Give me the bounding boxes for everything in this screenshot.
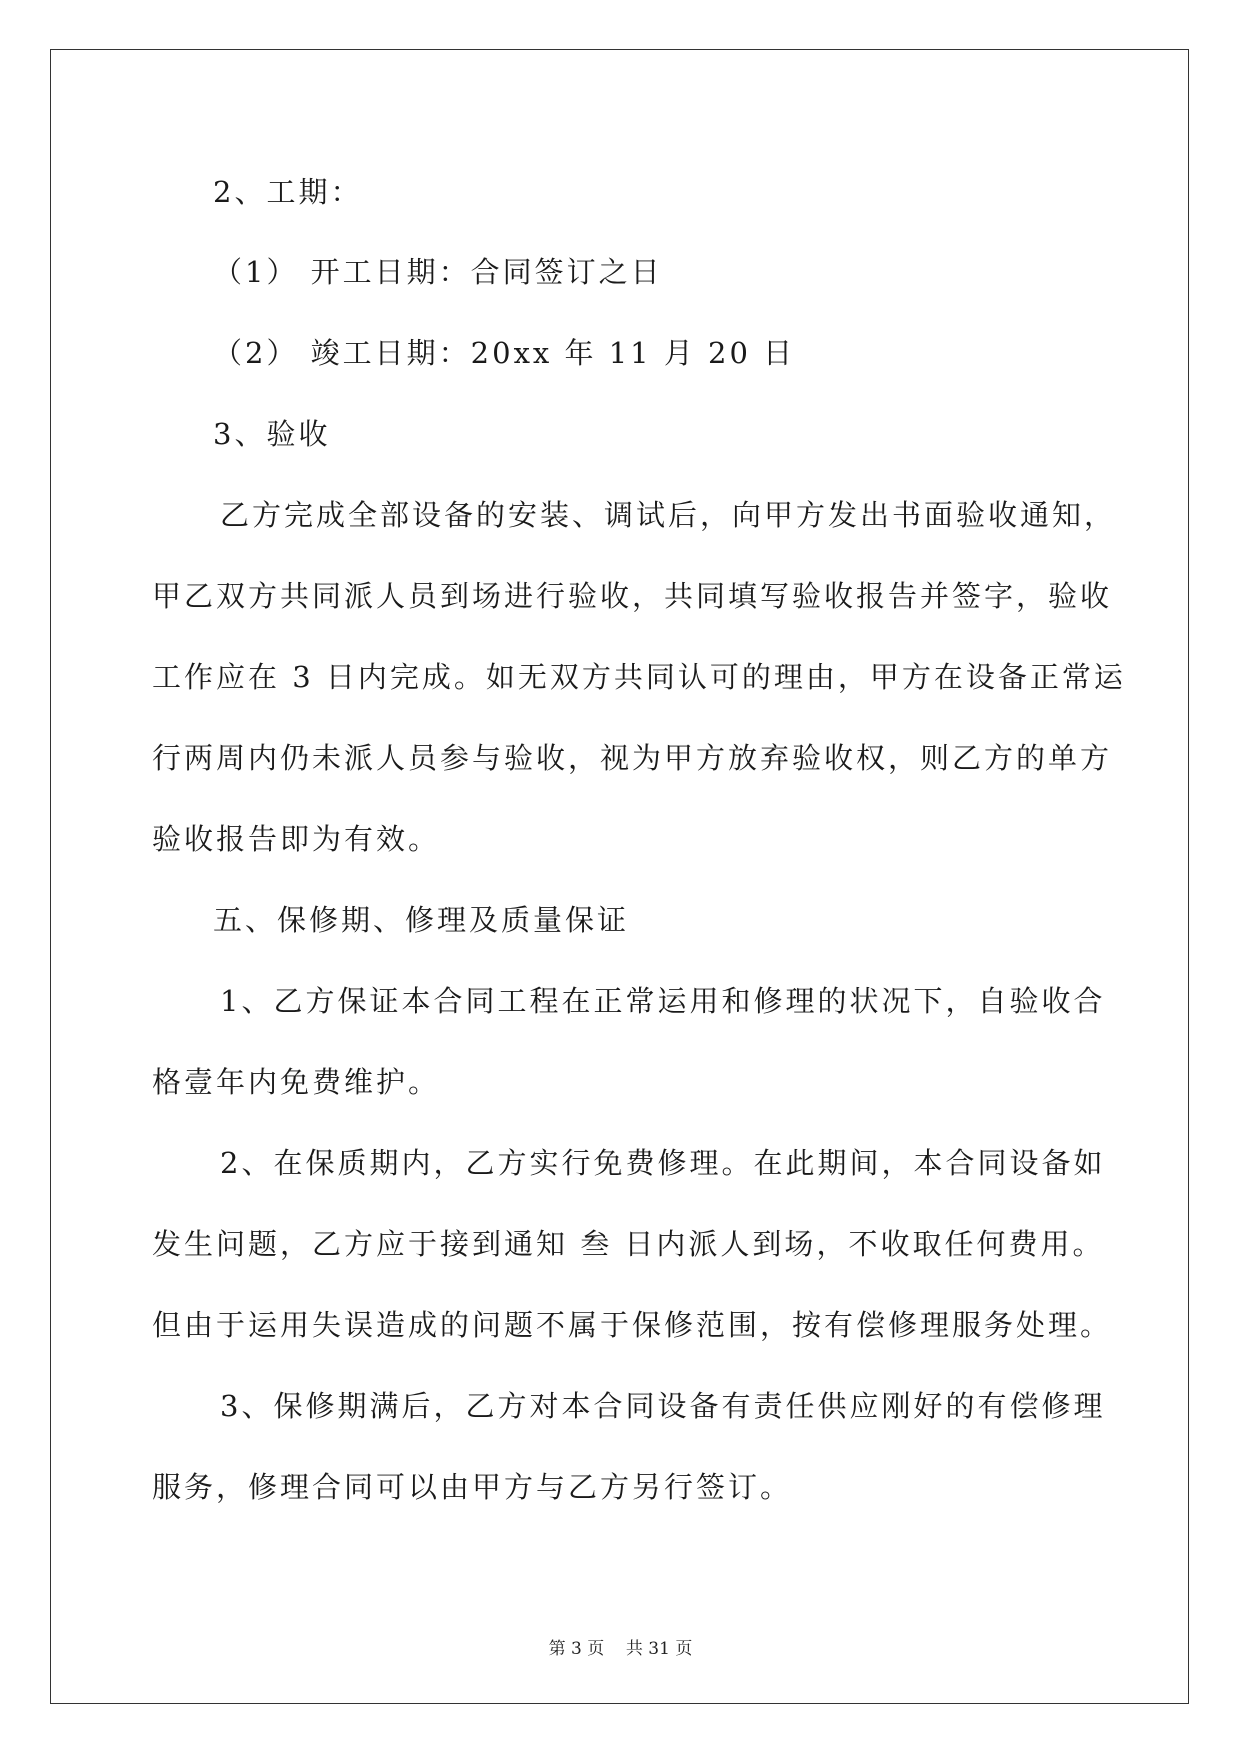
text-line: 2、工期： [213,175,363,209]
text-line: 1、乙方保证本合同工程在正常运用和修理的状况下，自验收合 [220,984,1106,1018]
text-line: 行两周内仍未派人员参与验收，视为甲方放弃验收权，则乙方的单方 [152,741,1113,775]
text-line: 但由于运用失误造成的问题不属于保修范围，按有偿修理服务处理。 [152,1308,1113,1342]
text-line: 服务，修理合同可以由甲方与乙方另行签订。 [152,1470,793,1504]
text-line: 发生问题，乙方应于接到通知 叁 日内派人到场，不收取任何费用。 [152,1227,1105,1261]
text-line: 2、在保质期内，乙方实行免费修理。在此期间，本合同设备如 [220,1146,1106,1180]
text-line: 3、验收 [213,417,331,451]
text-line: 甲乙双方共同派人员到场进行验收，共同填写验收报告并签字，验收 [152,579,1113,613]
text-line: （1） 开工日期：合同签订之日 [213,255,663,289]
text-line: 验收报告即为有效。 [152,822,441,856]
section-heading: 五、保修期、修理及质量保证 [213,903,630,937]
page-number-footer: 第 3 页 共 31 页 [548,1639,693,1659]
text-line: 3、保修期满后，乙方对本合同设备有责任供应刚好的有偿修理 [220,1389,1106,1423]
text-line: 乙方完成全部设备的安装、调试后，向甲方发出书面验收通知， [220,498,1117,532]
page-border [50,49,1189,1704]
text-line: 格壹年内免费维护。 [152,1065,441,1099]
text-line: （2） 竣工日期：20xx 年 11 月 20 日 [213,336,796,370]
text-line: 工作应在 3 日内完成。如无双方共同认可的理由，甲方在设备正常运 [152,660,1126,694]
